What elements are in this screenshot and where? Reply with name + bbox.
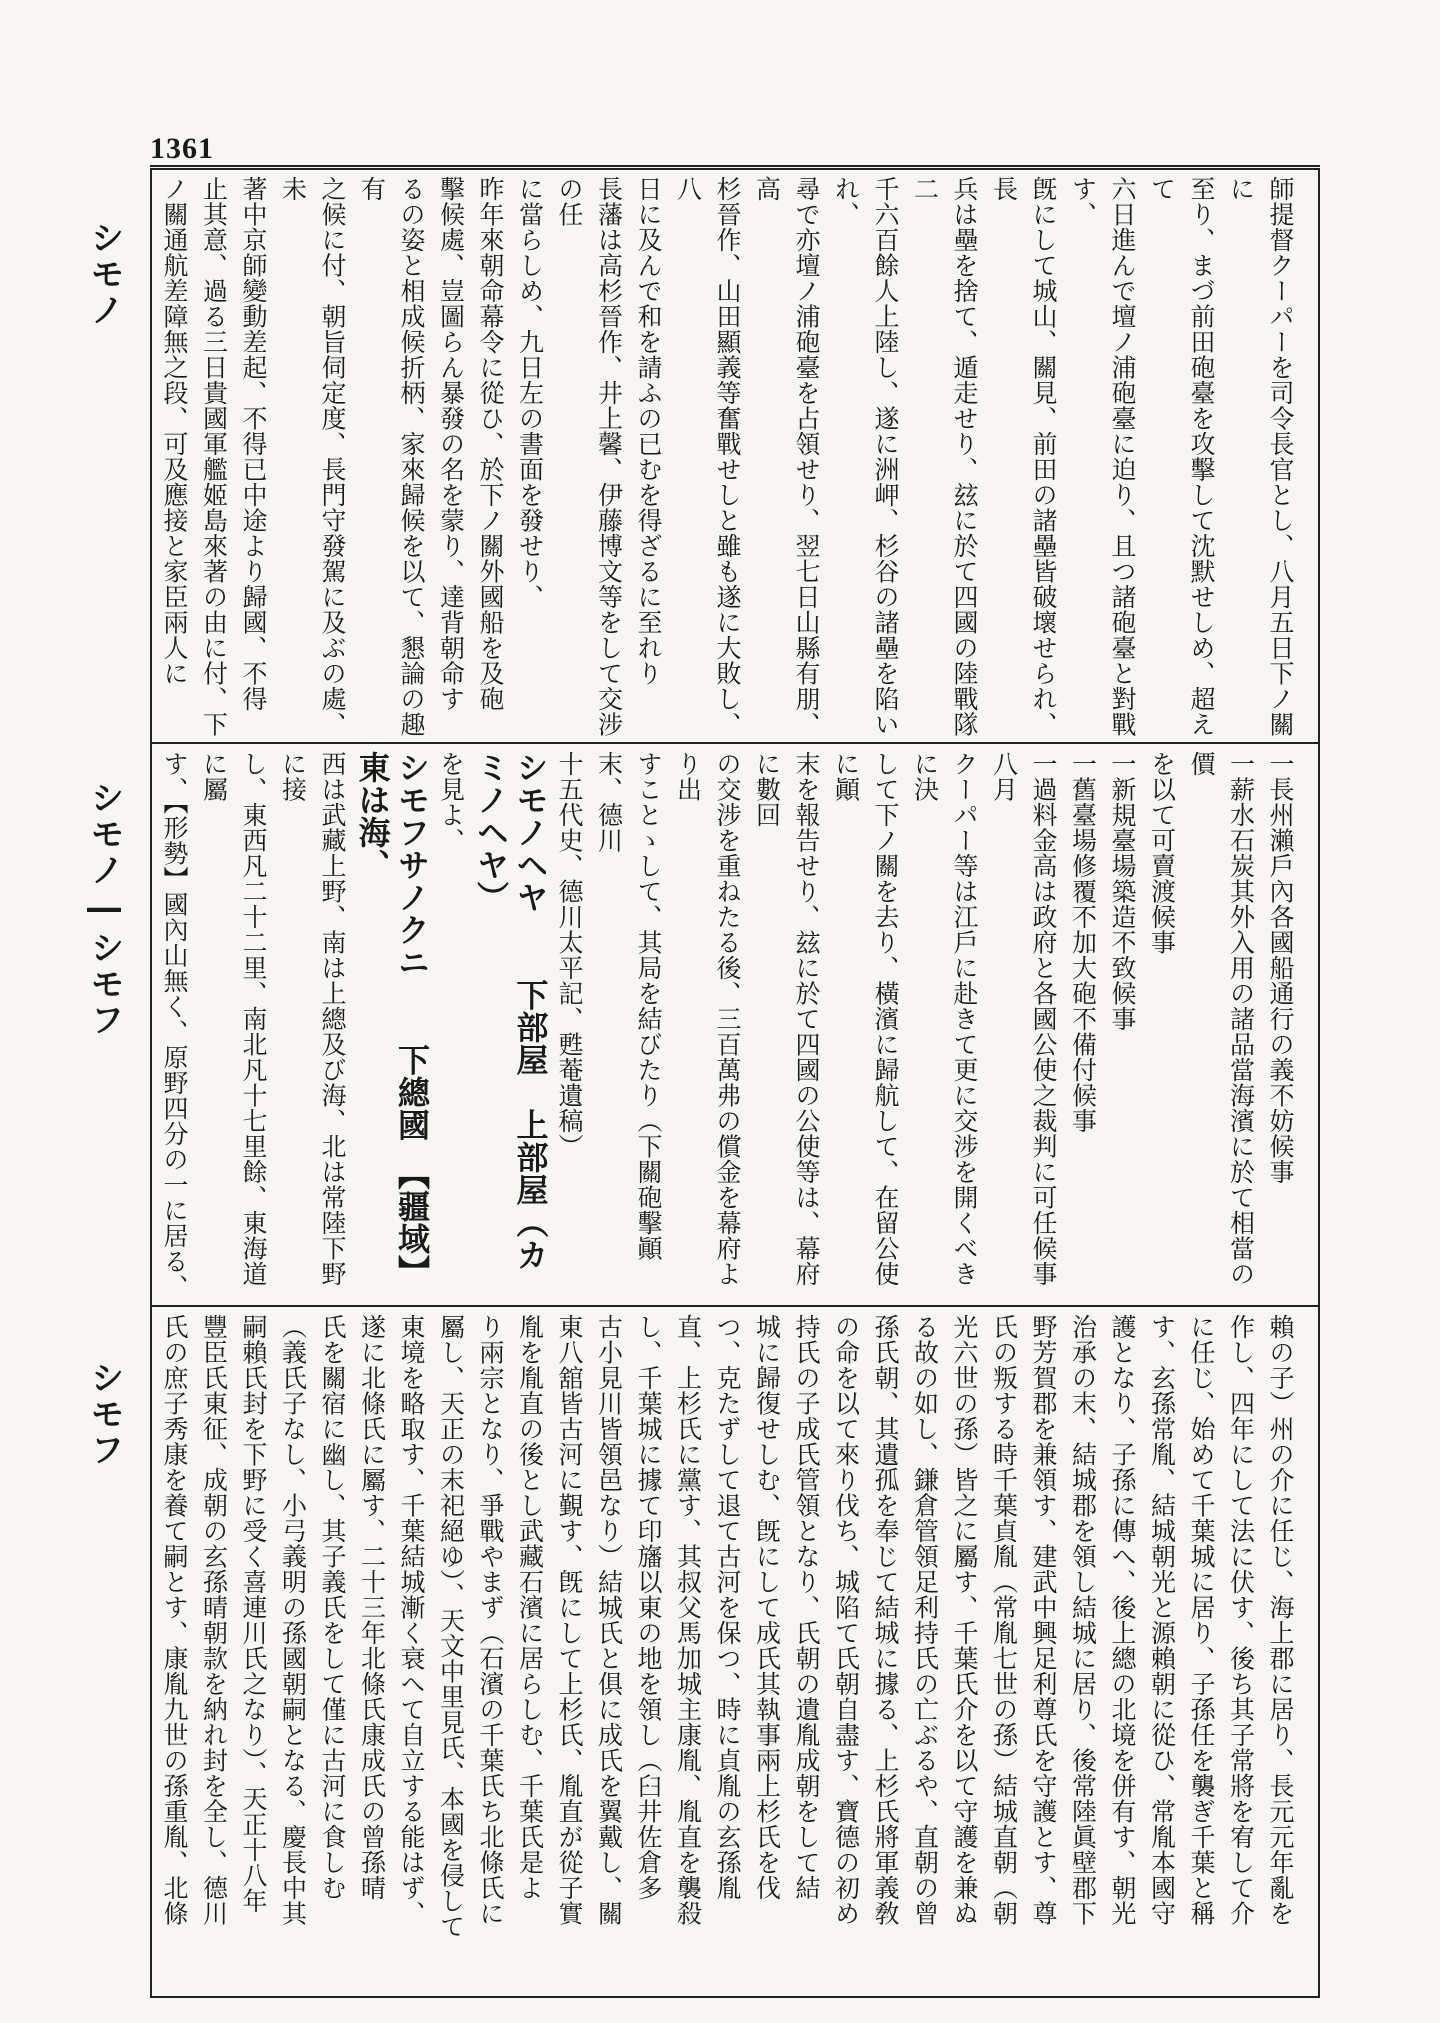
section-bottom: [152, 1308, 1318, 1996]
text-column: 作し、四年にして法に伏す、後ち其子常將を宥して介: [1226, 1314, 1256, 1926]
text-column: 直、上杉氏に黨す、其叔父馬加城主康胤、胤直を襲殺: [673, 1314, 703, 1926]
text-column: 古小見川皆領邑なり）結城氏と俱に成氏を翼戴し、關: [594, 1314, 624, 1926]
text-column: 一新規臺場築造不致候事: [1108, 751, 1137, 1032]
text-column: 著中京師變動差起、不得已中途より歸國、不得: [239, 176, 268, 712]
section-top-text: [152, 170, 1318, 740]
text-column: 日に及んで和を請ふの已むを得ざるに至れり: [634, 176, 663, 686]
text-column: 嗣賴氏封を下野に受く喜連川氏之なり）、天正十八年: [239, 1314, 268, 1914]
text-column: 之候に付、朝旨伺定度、長門守發駕に及ぶの處、未: [278, 176, 347, 737]
text-column: [152, 176, 155, 740]
text-column: 屬し、天正の末祀絕ゆ）、天文中里見氏、本國を侵して: [436, 1314, 466, 1939]
text-column: 千六百餘人上陸し、遂に洲岬、杉谷の諸壘を陷いれ、: [831, 176, 900, 737]
text-column: り兩宗となり、爭戰やまず（石濱の千葉氏ち北條氏に: [476, 1314, 505, 1926]
section-middle: [152, 745, 1318, 1303]
text-column: 一過料金高は政府と各國公使之裁判に可任候事: [1029, 751, 1058, 1287]
text-column: 擊候處、豈圖らん暴發の名を蒙り、達背朝命す: [436, 176, 466, 712]
text-column: 至り、まづ前田砲臺を攻擊して沈默せしめ、超えて: [1147, 176, 1216, 737]
text-column: を以て可賣渡候事: [1147, 751, 1177, 955]
text-column: の命を以て來り伐ち、城陷て氏朝自盡す、寶德の初め: [831, 1314, 861, 1926]
text-column: 師提督クーパーを司令長官とし、八月五日下ノ關に: [1226, 176, 1295, 737]
text-column: す、【形勢】國內山無く、原野四分の一に居る、: [160, 751, 189, 1300]
section-top: [152, 170, 1318, 740]
text-column: 西は武藏上野、南は上總及び海、北は常陸下野に接: [278, 751, 347, 1287]
text-column: 治承の末、結城郡を領し結城に居り、後常陸眞壁郡下: [1068, 1314, 1098, 1926]
text-column: （義氏子なし、小弓義明の孫國朝嗣となる、慶長中其: [278, 1314, 308, 1926]
margin-label-middle: シモノ―シモフ: [84, 780, 124, 1038]
text-column: し、千葉城に據て印旛以東の地を領し（臼井佐倉多: [634, 1314, 663, 1901]
text-column: 一舊臺場修覆不加大砲不備付候事: [1068, 751, 1098, 1134]
text-column: 末を報告せり、玆に於て四國の公使等は、幕府に數回: [752, 751, 821, 1287]
section-middle-text: [152, 745, 1318, 1303]
text-column: 一薪水石炭其外入用の諸品當海濱に於て相當の價: [1187, 751, 1256, 1287]
text-column: つ、克たずして退て古河を保つ、時に貞胤の玄孫胤: [713, 1314, 742, 1901]
text-column: 護となり、子孫に傳へ、後上總の北境を併有す、朝光: [1108, 1314, 1137, 1926]
margin-label-bottom: シモフ: [84, 1360, 124, 1468]
text-column: 昨年來朝命幕令に從ひ、於下ノ關外國船を及砲: [476, 176, 505, 712]
text-column: シモノヘヤ 下部屋 上部屋（カミノヘヤ）: [472, 751, 550, 1271]
text-column: して下ノ關を去り、橫濱に歸航して、在留公使に顚: [831, 751, 900, 1287]
text-column: 六日進んで壇ノ浦砲臺に迫り、且つ諸砲臺と對戰す、: [1068, 176, 1137, 737]
section-bottom-text: [152, 1308, 1318, 1996]
text-column: [152, 1314, 155, 1996]
text-column: ノ關通航差障無之段、可及應接と家臣兩人に: [160, 176, 189, 686]
top-rule: [150, 165, 1320, 167]
text-column: 持氏の子成氏管領となり、氏朝の遺胤成朝をして結: [792, 1314, 821, 1901]
text-column: 賴の子）州の介に任じ、海上郡に居り、長元元年亂を: [1266, 1314, 1295, 1926]
text-column: るの姿と相成候折柄、家來歸候を以て、懇論の趣有: [357, 176, 426, 737]
section-divider-upper: [150, 742, 1320, 744]
text-column: 胤を胤直の後とし武藏石濱に居らしむ、千葉氏是よ: [515, 1314, 545, 1901]
text-column: 兵は壘を捨て、遁走せり、玆に於て四國の陸戰隊二: [910, 176, 979, 737]
text-column: し、東西凡二十二里、南北凡十七里餘、東海道に屬: [199, 751, 268, 1287]
text-column: 東境を略取す、千葉結城漸く衰へて自立する能はず、: [397, 1314, 426, 1926]
text-column: 野芳賀郡を兼領す、建武中興足利尊氏を守護とす、尊: [1029, 1314, 1058, 1926]
text-column: 遂に北條氏に屬す、二十三年北條氏康成氏の曾孫晴: [357, 1314, 387, 1901]
text-column: 尋で亦壇ノ浦砲臺を占領せり、翌七日山縣有朋、高: [752, 176, 821, 737]
text-column: 孫氏朝、其遺孤を奉じて結城に據る、上杉氏將軍義敎: [871, 1314, 900, 1926]
text-column: 十五代史、德川太平記、甦菴遺稿）: [555, 751, 584, 1159]
text-column: 長藩は高杉晉作、井上馨、伊藤博文等をして交涉の任: [555, 176, 624, 737]
text-column: る故の如し、鎌倉管領足利持氏の亡ぶるや、直朝の曾: [910, 1314, 940, 1926]
text-column: 止其意、過る三日貴國軍艦姬島來著の由に付、下: [199, 176, 229, 737]
text-column: 旣にして城山、關見、前田の諸壘皆破壞せられ、長: [989, 176, 1058, 737]
text-column: に當らしめ、九日左の書面を發せり、: [515, 176, 545, 610]
text-column: 氏の叛する時千葉貞胤（常胤七世の孫）結城直朝（朝: [989, 1314, 1019, 1926]
text-column: すことゝして、其局を結びたり（下關砲擊顚末、德川: [594, 751, 663, 1261]
text-column: す、玄孫常胤、結城朝光と源賴朝に從ひ、常胤本國守: [1147, 1314, 1177, 1926]
text-column: 杉晉作、山田顯義等奮戰せしと雖も遂に大敗し、八: [673, 176, 742, 737]
text-column: 城に歸復せしむ、旣にして成氏其執事兩上杉氏を伐: [752, 1314, 782, 1901]
text-column: 光六世の孫）皆之に屬す、千葉氏介を以て守護を兼ぬ: [950, 1314, 979, 1926]
text-column: 東八舘皆古河に覲す、旣にして上杉氏、胤直が從子實: [555, 1314, 584, 1926]
text-column: 一長州瀨戶內各國船通行の義不妨候事: [1266, 751, 1295, 1185]
text-column: 氏の庶子秀康を養て嗣とす、康胤九世の孫重胤、北條: [160, 1314, 189, 1926]
page-number: 1361: [150, 132, 214, 165]
margin-label-top: シモノ: [84, 220, 124, 328]
text-column: を見よ、: [436, 751, 466, 853]
text-column: シモフサノクニ 下總國 【疆域】東は海、: [353, 751, 431, 1288]
text-column: 豐臣氏東征、成朝の玄孫晴朝款を納れ封を全し、德川: [199, 1314, 229, 1926]
section-divider-lower: [150, 1305, 1320, 1307]
text-column: クーパー等は江戶に赴きて更に交涉を開くべきに決: [910, 751, 979, 1287]
text-column: に任じ、始めて千葉城に居り、子孫任を襲ぎ千葉と稱: [1187, 1314, 1216, 1926]
text-column: の交涉を重ねたる後、三百萬弗の償金を幕府より出: [673, 751, 742, 1287]
text-column: 八月: [989, 751, 1019, 802]
text-column: 氏を關宿に幽し、其子義氏をして僅に古河に食しむ: [318, 1314, 347, 1901]
